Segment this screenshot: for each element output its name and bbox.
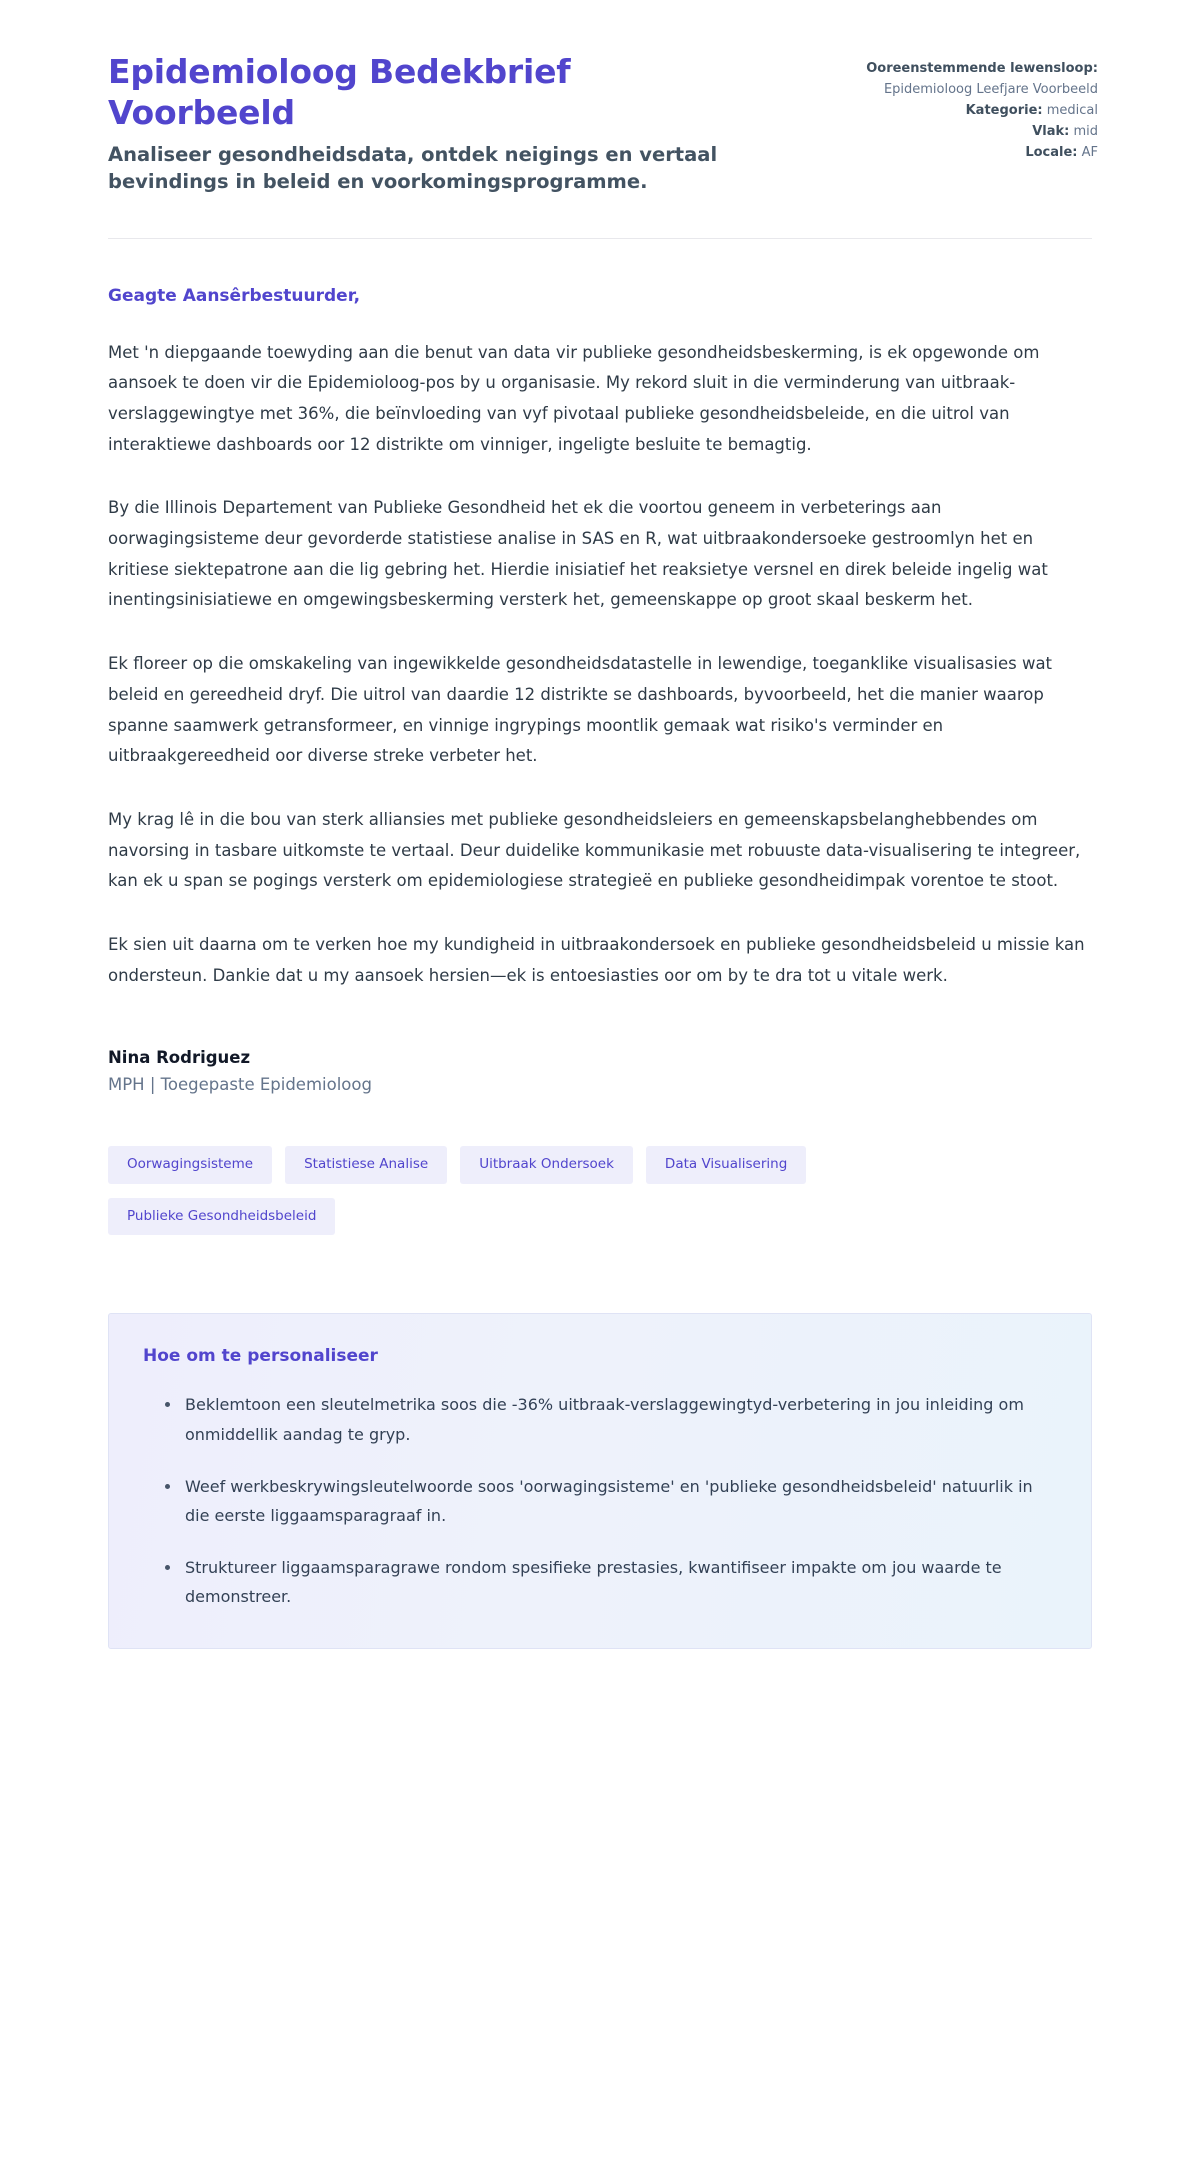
metadata-value: AF	[1081, 145, 1098, 161]
metadata-value: Epidemioloog Leefjare Voorbeeld	[883, 82, 1098, 98]
tips-list-item: Struktureer liggaamsparagrawe rondom spesifieke prestasies, kwantifiseer impakte om jou waarde te demonstreer.	[165, 1553, 1057, 1612]
metadata-label: Locale:	[1025, 145, 1078, 161]
skill-tag[interactable]: Uitbraak Ondersoek	[460, 1146, 633, 1184]
skill-tag-list	[108, 1146, 988, 1235]
salutation: Geagte Aansêrbestuurder,	[108, 285, 361, 306]
metadata-row-category	[848, 100, 1098, 121]
skill-tag[interactable]: Data Visualisering	[646, 1146, 806, 1184]
signature-name: Nina Rodriguez	[108, 1048, 251, 1068]
metadata-value: medical	[1046, 103, 1098, 119]
letter-body	[108, 239, 1092, 1095]
metadata-row-level	[848, 121, 1098, 142]
skill-tag[interactable]: Oorwagingsisteme	[108, 1146, 272, 1184]
skill-tag[interactable]: Publieke Gesondheidsbeleid	[108, 1198, 335, 1236]
letter-paragraph: Met 'n diepgaande toewyding aan die benut van data vir publieke gesondheidsbeskerming, is ek opgewonde om aansoek te doen vir die Epidemioloog-pos by u organisasie. My rekord sluit in die verminderung van uitbraak-verslaggewingtye met 36%, die beïnvloeding van vyf pivotaal publieke gesondheidsbeleide, en die uitrol van interaktiewe dashboards oor 12 distrikte om vinniger, ingeligte besluite te bemagtig.	[108, 342, 1040, 454]
metadata-row-locale	[848, 142, 1098, 163]
signature-role: MPH | Toegepaste Epidemioloog	[108, 1075, 372, 1095]
letter-paragraph: Ek sien uit daarna om te verken hoe my kundigheid in uitbraakondersoek en publieke gesondheidsbeleid u missie kan ondersteun. Dankie dat u my aansoek hersien—ek is entoesiasties oor om by te dra tot u vitale werk.	[108, 934, 1085, 985]
metadata-label: Ooreenstemmende lewensloop:	[866, 61, 1098, 76]
signature-block	[108, 1048, 1092, 1094]
personalization-tips-panel	[108, 1313, 1092, 1649]
metadata-value: mid	[1073, 124, 1098, 140]
tips-panel-title: Hoe om te personaliseer	[143, 1346, 378, 1367]
tips-list-item: Beklemtoon een sleutelmetrika soos die -36% uitbraak-verslaggewingtyd-verbetering in jou inleiding om onmiddellik aandag te gryp.	[165, 1390, 1057, 1449]
page-header	[108, 0, 1098, 196]
letter-paragraph: Ek floreer op die omskakeling van ingewikkelde gesondheidsdatastelle in lewendige, toeganklike visualisasies wat beleid en gereedheid dryf. Die uitrol van daardie 12 distrikte se dashboards, byvoorbeeld, het die manier waarop spanne saamwerk getransformeer, en vinnige ingrypings moontlik gemaak wat risiko's verminder en uitbraakgereedheid oor diverse streke verbeter het.	[108, 654, 1053, 766]
skill-tag[interactable]: Statistiese Analise	[285, 1146, 447, 1184]
page-subtitle: Analiseer gesondheidsdata, ontdek neigings en vertaal bevindings in beleid en voorkomingsprogramme.	[108, 142, 718, 193]
letter-paragraph: My krag lê in die bou van sterk alliansies met publieke gesondheidsleiers en gemeenskapsbelanghebbendes om navorsing in tasbare uitkomste te vertaal. Deur duidelike kommunikasie met robuuste data-visualisering te integreer, kan ek u span se pogings versterk om epidemiologiese strategieë en publieke gesondheidimpak vorentoe te stoot.	[108, 809, 1081, 891]
metadata-row-matching-resume	[848, 58, 1098, 100]
metadata-label: Vlak:	[1032, 124, 1070, 140]
document-metadata	[848, 52, 1098, 163]
metadata-label: Kategorie:	[965, 103, 1043, 119]
page-title: Epidemioloog Bedekbrief Voorbeeld	[108, 52, 571, 132]
header-title-block	[108, 52, 808, 196]
tips-list-item: Weef werkbeskrywingsleutelwoorde soos 'oorwagingsisteme' en 'publieke gesondheidsbeleid' natuurlik in die eerste liggaamsparagraaf in.	[165, 1472, 1057, 1531]
letter-paragraph: By die Illinois Departement van Publieke Gesondheid het ek die voortou geneem in verbeterings aan oorwagingsisteme deur gevorderde statistiese analise in SAS en R, wat uitbraakondersoeke gestroomlyn het en kritiese siektepatrone aan die lig gebring het. Hierdie inisiatief het reaksietye versnel en direk beleide ingelig wat inentingsinisiatiewe en omgewingsbeskerming versterk het, gemeenskappe op groot skaal beskerm het.	[108, 498, 1048, 610]
tips-list	[143, 1390, 1057, 1612]
